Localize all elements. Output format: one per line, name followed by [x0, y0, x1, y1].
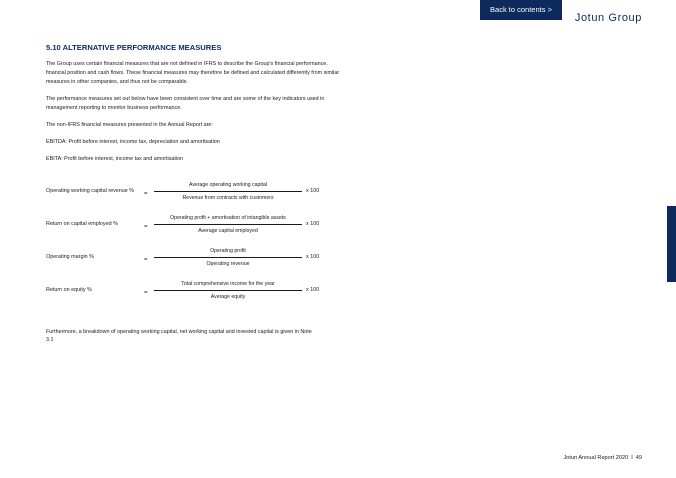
- ebita-definition: EBITA: Profit before interest, income tax and amortisation: [46, 156, 184, 162]
- page-footer: [564, 455, 643, 461]
- section-side-tab[interactable]: [667, 206, 676, 282]
- ebitda-definition: EBITDA: Profit before interest, income tax, depreciation and amortisation: [46, 139, 220, 145]
- formula-multiplier: x 100: [306, 254, 320, 260]
- formula-label: Operating working capital revenue %: [46, 188, 135, 194]
- formula-numerator: Average operating working capital: [188, 182, 268, 188]
- report-name: Jotun Annual Report 2020: [563, 455, 629, 461]
- formula-denominator: Average capital employed: [198, 228, 258, 234]
- footer-separator: I: [631, 455, 633, 461]
- formula-numerator: Total comprehensive income for the year: [181, 281, 275, 287]
- brand-logo-text: Jotun Group: [574, 12, 642, 24]
- non-ifrs-intro: The non-IFRS financial measures presented in the Annual Report are:: [46, 122, 213, 128]
- back-to-contents-button[interactable]: Back to contents >: [480, 0, 562, 20]
- breakdown-note: Furthermore, a breakdown of operating working capital, net working capital and invested capital is given in Note 3.1: [46, 329, 312, 344]
- formula-label: Operating margin %: [46, 254, 94, 260]
- formula-label: Return on capital employed %: [46, 221, 118, 227]
- formula-row: [46, 213, 336, 246]
- formula-denominator: Average equity: [210, 294, 246, 300]
- main-content: [46, 43, 346, 172]
- fraction-line: [154, 224, 302, 225]
- formula-denominator: Revenue from contracts with customers: [182, 195, 274, 201]
- equals-sign: =: [144, 191, 148, 197]
- page-number: 49: [635, 455, 642, 461]
- intro-paragraph: The Group uses certain financial measures that are not defined in IFRS to describe the Group's financial performance, financial position and cash flows. These financial measures may therefore be defined and calculated differently from similar measures in other companies, and thus not be comparable.: [46, 61, 340, 85]
- section-title: 5.10 ALTERNATIVE PERFORMANCE MEASURES: [46, 43, 222, 52]
- formula-denominator: Operating revenue: [206, 261, 250, 267]
- formula-list: [46, 180, 336, 312]
- fraction-line: [154, 257, 302, 258]
- formula-multiplier: x 100: [306, 188, 320, 194]
- formula-multiplier: x 100: [306, 287, 320, 293]
- equals-sign: =: [144, 257, 148, 263]
- consistency-paragraph: The performance measures set out below have been consistent over time and are some of the key indicators used in management reporting to monitor business performance.: [46, 96, 325, 111]
- formula-row: [46, 279, 336, 312]
- fraction-line: [154, 191, 302, 192]
- formula-multiplier: x 100: [306, 221, 320, 227]
- formula-row: [46, 180, 336, 213]
- fraction-line: [154, 290, 302, 291]
- equals-sign: =: [144, 224, 148, 230]
- formula-numerator: Operating profit: [210, 248, 246, 254]
- formula-numerator: Operating profit + amortisation of intangible assets: [170, 215, 286, 221]
- formula-row: [46, 246, 336, 279]
- formula-label: Return on equity %: [46, 287, 92, 293]
- equals-sign: =: [144, 290, 148, 296]
